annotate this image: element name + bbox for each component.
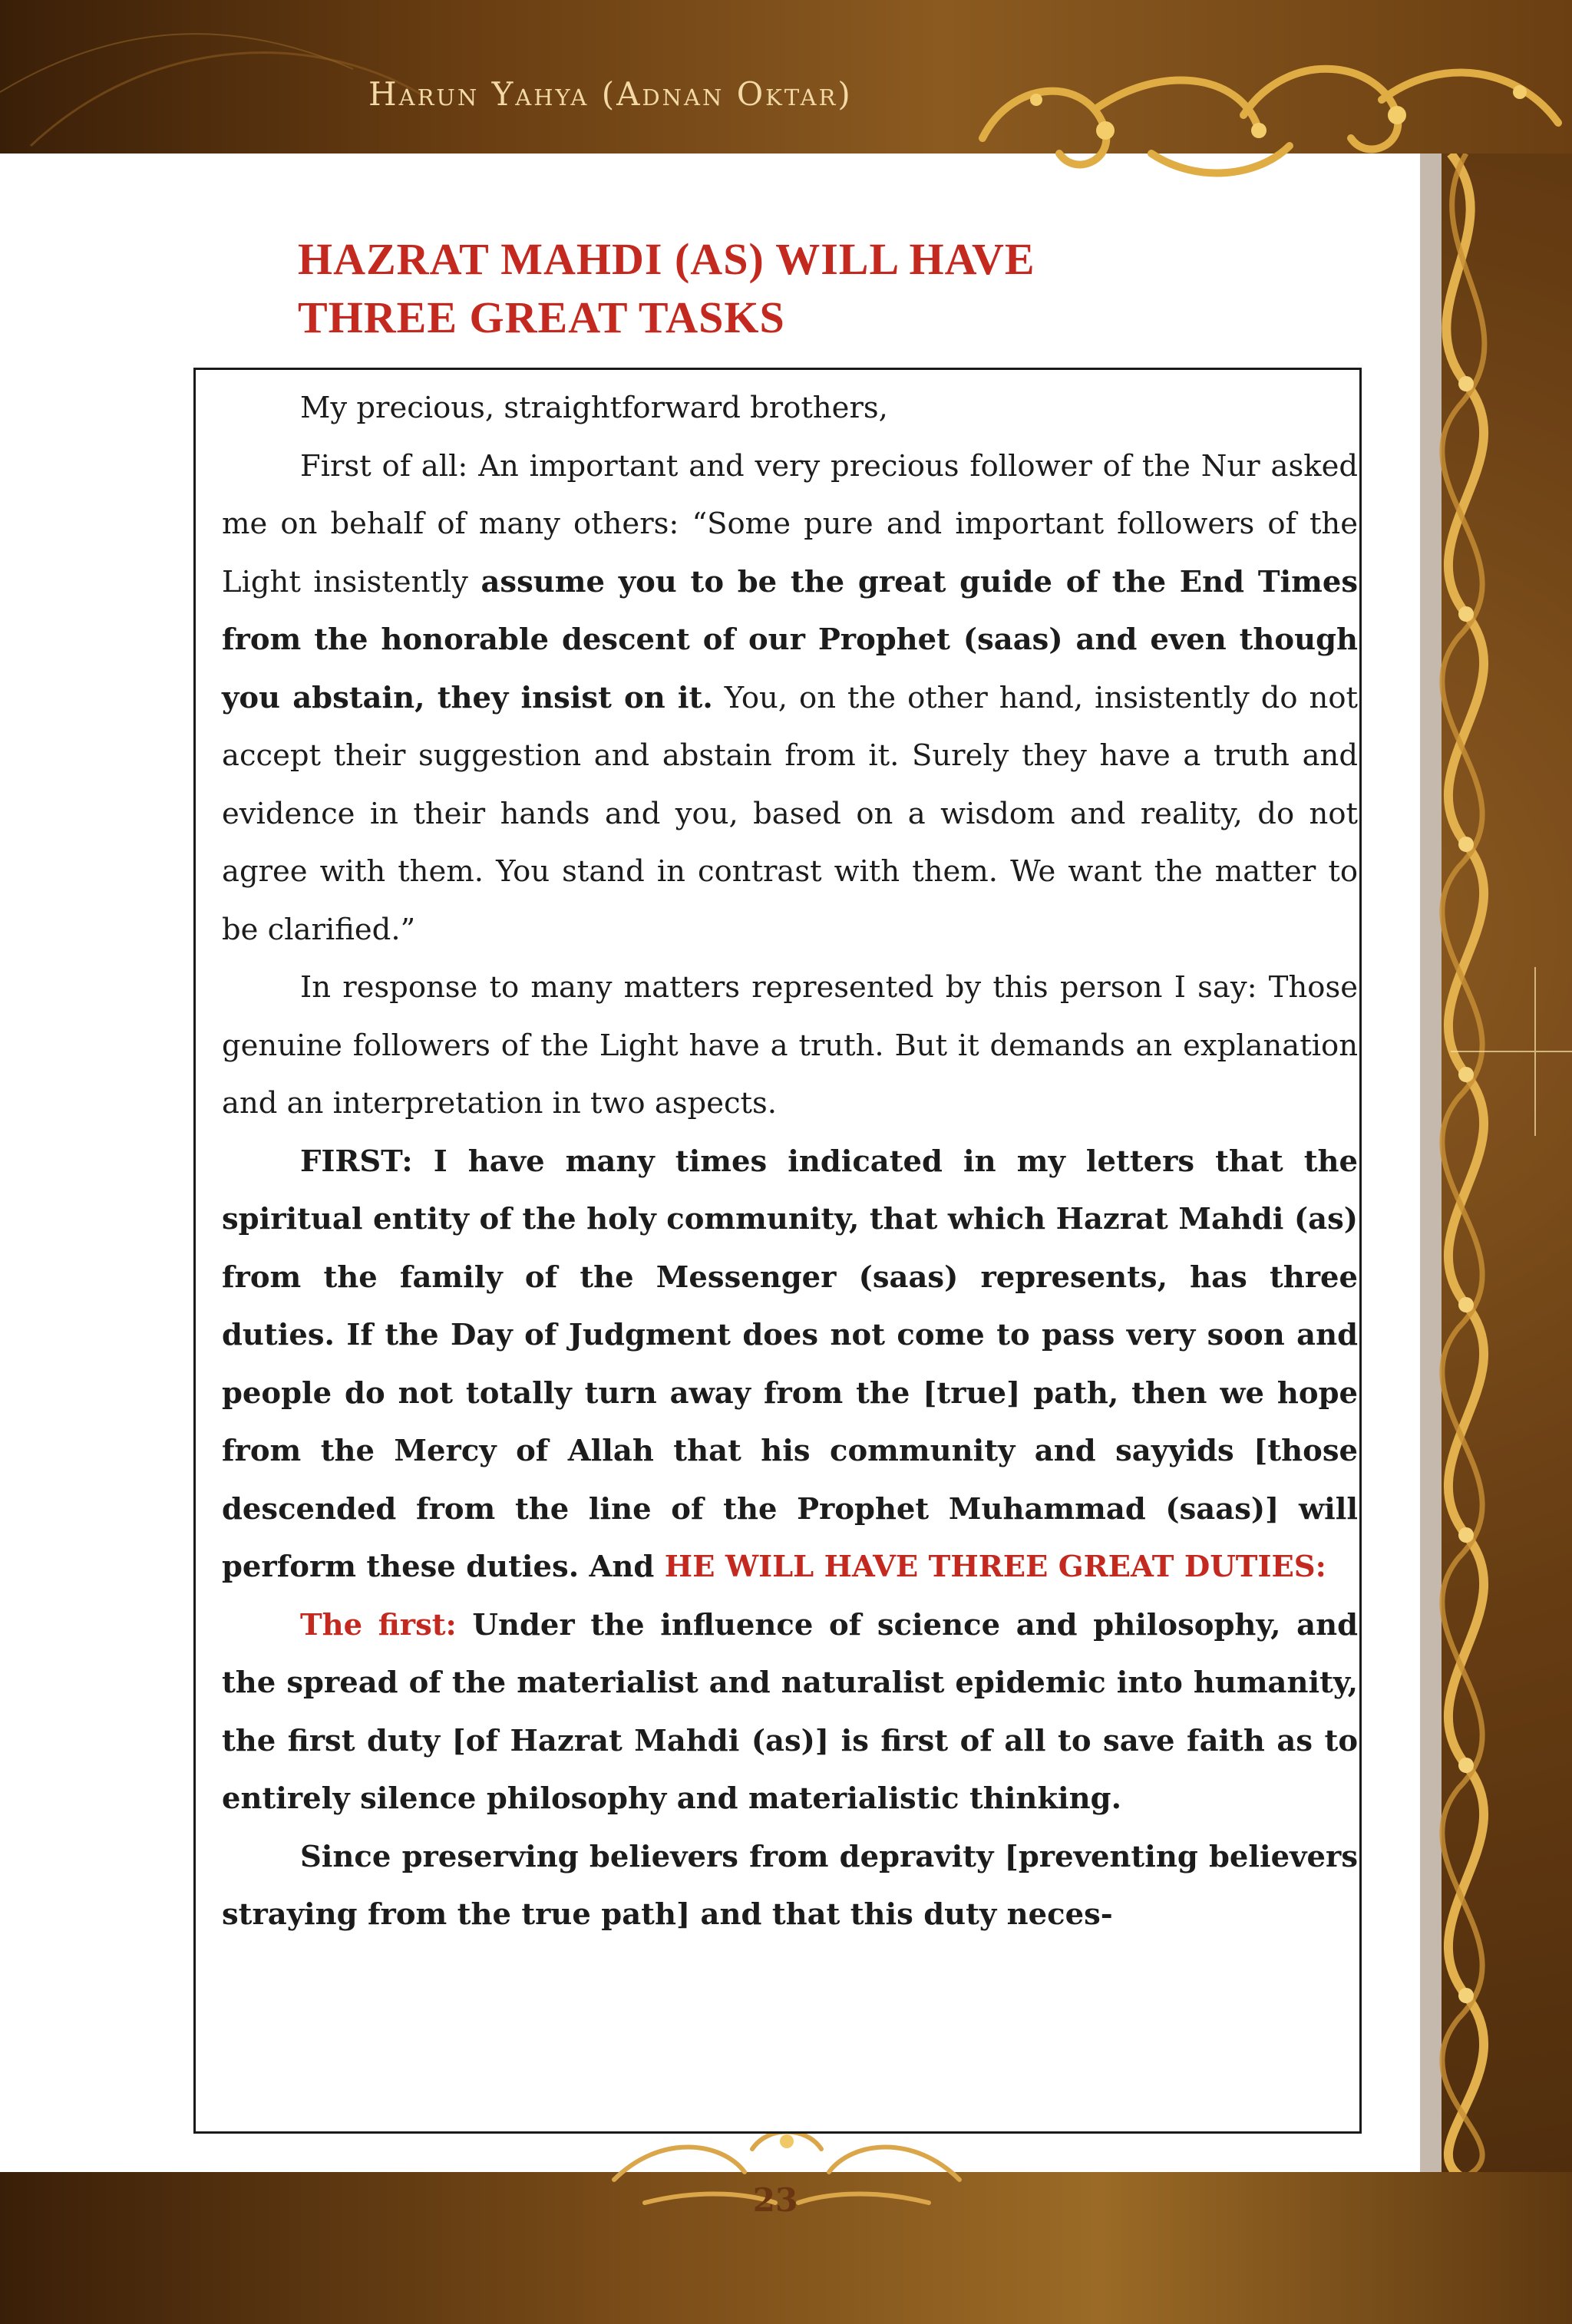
paragraph-response: In response to many matters represented by this person I say: Those genuine followers of the Light have a truth. But it demands an explanation and an interpretation in two aspects. — [222, 970, 1358, 1121]
paragraph-greeting: My precious, straightforward brothers, — [300, 391, 888, 425]
paragraph-first-duty — [222, 1596, 1358, 1828]
page-number: 23 — [752, 2181, 798, 2219]
paragraph-question-emphasis: assume you to be the great guide of the End Times from the honorable descent of our Prophet (saas) and even though you abstain, they insist on it. — [222, 564, 1358, 715]
paragraph-question-intro: First of all: An important and very precious follower of the Nur asked me on behalf of many others: “Some pure and important followers of the Light insistently — [222, 448, 1358, 599]
first-duty-text: Under the influence of science and philosophy, and the spread of the materialist and naturalist epidemic into humanity, the first duty [of Hazrat Mahdi (as)] is first of all to save faith as to entirely silence philosophy and materialistic thinking. — [222, 1607, 1358, 1816]
paragraph-preserving: Since preserving believers from depravity [preventing believers straying from the true path] and that this duty neces- — [222, 1839, 1358, 1932]
first-duty-label: The first: — [300, 1607, 457, 1642]
paragraph-question-rest: You, on the other hand, insistently do not accept their suggestion and abstain from it. Surely they have a truth and evidence in their hands and you, based on a wisdom and reality, do not agree with them. You stand in contrast with them. We want the matter to be clarified.” — [222, 680, 1358, 947]
paragraph-first-highlight: HE WILL HAVE THREE GREAT DUTIES: — [664, 1550, 1326, 1584]
paragraph-question — [222, 437, 1358, 959]
paragraph-first-text: FIRST: I have many times indicated in my letters that the spiritual entity of the holy community, that which Hazrat Mahdi (as) from the family of the Messenger (saas) represents, has three duties. If the Day of Judgment does not come to pass very soon and people do not totally turn away from the [true] path, then we hope from the Mercy of Allah that his community and sayyids [those descended from the line of the Prophet Muhammad (saas)] will perform these duties. And — [222, 1144, 1358, 1584]
body-text-box — [193, 368, 1362, 2134]
section-title-line-1: HAZRAT MAHDI (AS) WILL HAVE — [298, 234, 1035, 284]
section-title — [298, 230, 1035, 347]
gold-vine-border — [1420, 154, 1572, 2180]
paragraph-first — [222, 1133, 1358, 1596]
section-title-line-2: THREE GREAT TASKS — [298, 292, 785, 342]
running-head: Harun Yahya (Adnan Oktar) — [368, 75, 853, 113]
